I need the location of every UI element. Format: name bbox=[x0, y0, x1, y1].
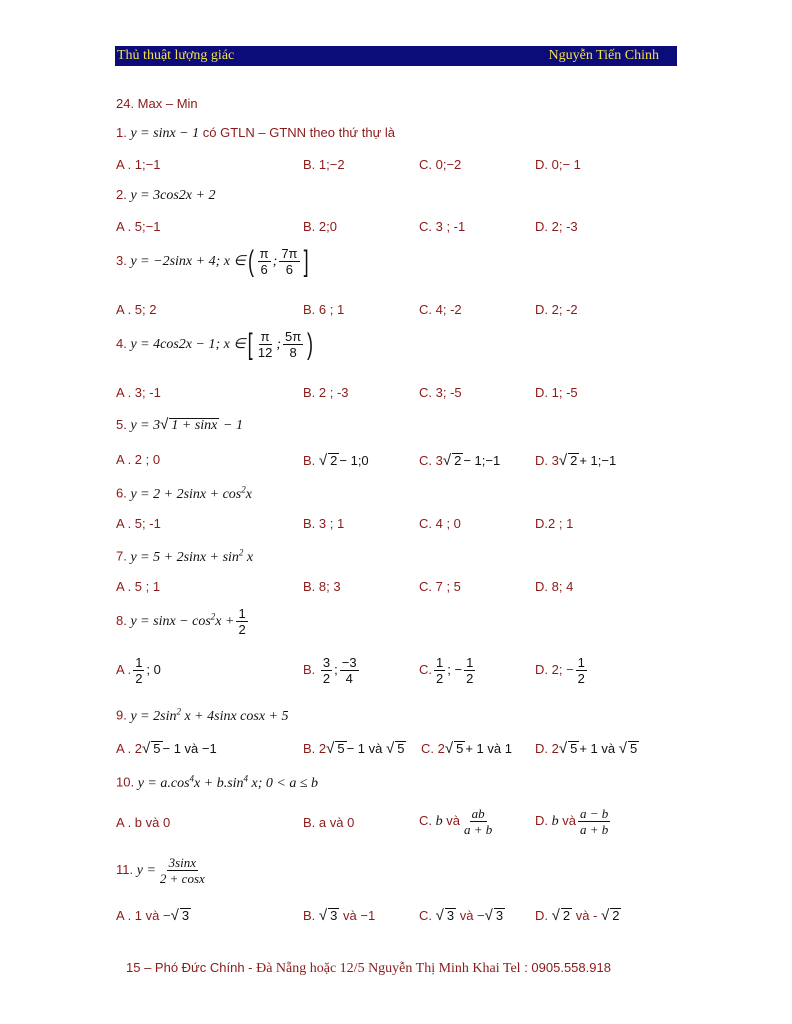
q9-option-c: C. 2√ 5 + 1 và 1 bbox=[421, 740, 512, 757]
header-author: Nguyễn Tiến Chinh bbox=[548, 48, 659, 63]
q6-option-b: B. 3 ; 1 bbox=[303, 516, 345, 531]
q1-option-d: D. 0;− 1 bbox=[535, 157, 581, 172]
q4-option-c: C. 3; -5 bbox=[419, 385, 462, 400]
question-1: 1. y = sinx − 1 có GTLN – GTNN theo thứ thự là bbox=[116, 125, 396, 141]
q7-option-d: D. 8; 4 bbox=[535, 579, 574, 594]
page-header bbox=[115, 46, 677, 66]
question-5: 5. y = 3√ 1 + sinx − 1 bbox=[116, 416, 243, 433]
q4-option-d: D. 1; -5 bbox=[535, 385, 578, 400]
q11-option-d: D. √ 2 và - √ 2 bbox=[535, 907, 620, 924]
header-title: Thủ thuật lượng giác bbox=[117, 48, 235, 63]
q5-option-c: C. 3√ 2 − 1;−1 bbox=[419, 452, 501, 469]
q1-option-b: B. 1;−2 bbox=[303, 157, 345, 172]
q2-option-d: D. 2; -3 bbox=[535, 219, 578, 234]
q10-option-d: D. b và $\frac{a - b}{a + b}$ bbox=[535, 806, 609, 837]
q2-option-b: B. 2;0 bbox=[303, 219, 337, 234]
q3-option-b: B. 6 ; 1 bbox=[303, 302, 345, 317]
question-9: 9. $y = 2\sin^2$ x + 4sinx cosx + 5 bbox=[116, 706, 289, 724]
question-6: 6. $y = 2 + 2\sin x + \cos^2x$ bbox=[116, 484, 252, 502]
page-footer: 15 – Phó Đức Chính - Đà Nẵng hoặc 12/5 Nguyễn Thị Minh Khai Tel : 0905.558.918 bbox=[126, 960, 611, 976]
q11-option-c: C. √ 3 và −√ 3 bbox=[419, 907, 504, 924]
q6-option-d: D.2 ; 1 bbox=[535, 516, 574, 531]
q10-option-b: B. a và 0 bbox=[303, 815, 355, 830]
q2-option-a: A . 5;−1 bbox=[116, 219, 161, 234]
q7-option-a: A . 5 ; 1 bbox=[116, 579, 161, 594]
q5-option-b: B. √ 2 − 1;0 bbox=[303, 452, 369, 469]
q6-option-a: A . 5; -1 bbox=[116, 516, 161, 531]
question-4: 4. y = 4cos2x − 1; x ∈[ $\frac{\pi}{12}$ ; $\frac{5\pi}{8}$ ) bbox=[116, 327, 314, 361]
question-8: 8. $y = \sin x - \cos^2x$ + $\frac{1}{2}$ bbox=[116, 606, 246, 637]
question-11: 11. y = $\frac{3\sin x}{2 + \cos x}$ bbox=[116, 855, 205, 886]
q10-option-a: A . b và 0 bbox=[116, 815, 171, 830]
q4-option-b: B. 2 ; -3 bbox=[303, 385, 349, 400]
q10-option-c: C. b và $\frac{ab}{a + b}$ bbox=[419, 806, 493, 837]
q9-option-d: D. 2√ 5 + 1 và √ 5 bbox=[535, 740, 638, 757]
q3-option-d: D. 2; -2 bbox=[535, 302, 578, 317]
question-3: 3. y = −2sinx + 4; x ∈( $\frac{\pi}{6}$ ; $\frac{7\pi}{6}$ ] bbox=[116, 244, 309, 278]
q3-option-c: C. 4; -2 bbox=[419, 302, 462, 317]
q11-option-a: A . 1 và −√ 3 bbox=[116, 907, 190, 924]
q9-option-a: A . 2√ 5 − 1 và −1 bbox=[116, 740, 217, 757]
question-10: 10. $y = a.\cos^4x + b.\sin^4$ x; 0 < a ≤ b bbox=[116, 773, 319, 791]
q6-option-c: C. 4 ; 0 bbox=[419, 516, 461, 531]
q1-option-c: C. 0;−2 bbox=[419, 157, 462, 172]
q8-option-c: C. $\frac{1}{2}$ ; − $\frac{1}{2}$ bbox=[419, 655, 474, 686]
question-7: 7. $y = 5 + 2\sin x + \sin^2 x$ bbox=[116, 547, 254, 565]
q8-option-d: D. 2; − $\frac{1}{2}$ bbox=[535, 655, 585, 686]
q1-option-a: A . 1;−1 bbox=[116, 157, 161, 172]
q3-option-a: A . 5; 2 bbox=[116, 302, 157, 317]
q8-option-a: A . $\frac{1}{2}$ ; 0 bbox=[116, 655, 161, 686]
q11-option-b: B. √ 3 và −1 bbox=[303, 907, 376, 924]
q5-option-d: D. 3√ 2 + 1;−1 bbox=[535, 452, 617, 469]
q8-option-b: B. $\frac{3}{2}$ ; $\frac{-3}{4}$ bbox=[303, 655, 357, 686]
q2-option-c: C. 3 ; -1 bbox=[419, 219, 466, 234]
q7-option-b: B. 8; 3 bbox=[303, 579, 341, 594]
q9-option-b: B. 2√ 5 − 1 và √ 5 bbox=[303, 740, 405, 757]
q5-option-a: A . 2 ; 0 bbox=[116, 452, 161, 467]
question-2: 2. y = 3cos2x + 2 bbox=[116, 187, 216, 203]
section-title: 24. Max – Min bbox=[116, 96, 198, 111]
q7-option-c: C. 7 ; 5 bbox=[419, 579, 461, 594]
q4-option-a: A . 3; -1 bbox=[116, 385, 161, 400]
